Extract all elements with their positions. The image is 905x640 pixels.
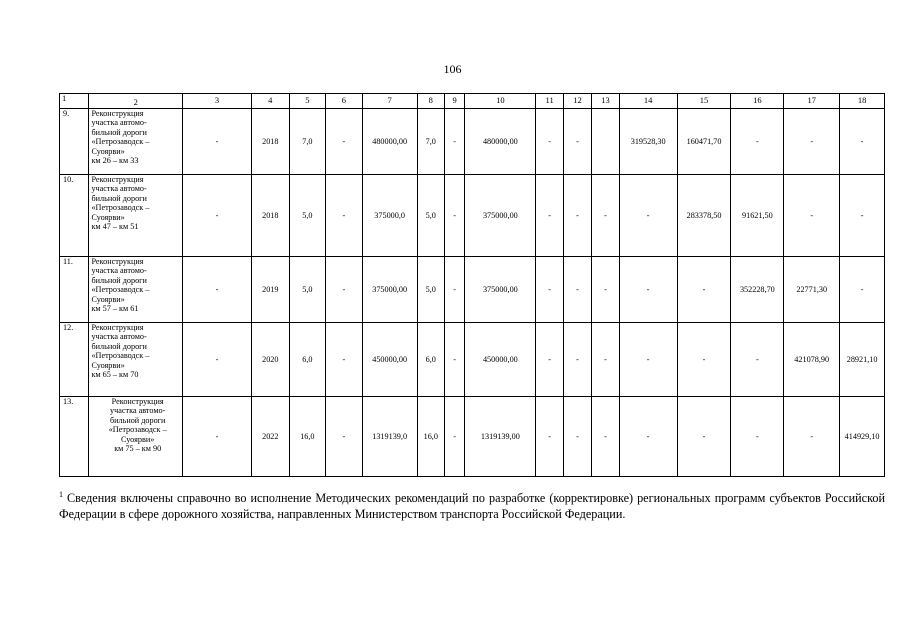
object-name-line: участка автомо-	[91, 184, 147, 194]
column-header-14: 14	[619, 94, 677, 109]
cell-col-3: -	[182, 323, 251, 397]
cell-col-17: 22771,30	[784, 257, 840, 323]
cell-col-9: -	[444, 323, 464, 397]
cell-col-11: -	[536, 397, 563, 477]
cell-col-5: 16,0	[289, 397, 326, 477]
object-name	[89, 109, 182, 175]
row-number: 12.	[60, 323, 89, 397]
cell-col-13: -	[592, 257, 619, 323]
header-row	[60, 94, 885, 109]
cell-col-10: 450000,00	[465, 323, 536, 397]
column-header-13: 13	[592, 94, 619, 109]
cell-col-18: -	[840, 175, 885, 257]
cell-col-15: -	[677, 323, 731, 397]
cell-col-11: -	[536, 257, 563, 323]
cell-col-7: 1319139,0	[362, 397, 417, 477]
cell-col-18: -	[840, 109, 885, 175]
cell-col-3: -	[182, 397, 251, 477]
object-name-line: Суоярви»	[121, 434, 155, 444]
cell-col-16: -	[731, 323, 784, 397]
object-name-line: Суоярви»	[91, 360, 125, 370]
cell-col-11: -	[536, 323, 563, 397]
table-row	[60, 397, 885, 477]
row-number: 9.	[60, 109, 89, 175]
cell-col-14: -	[619, 397, 677, 477]
cell-col-11: -	[536, 175, 563, 257]
cell-col-12: -	[563, 257, 591, 323]
cell-col-14: -	[619, 323, 677, 397]
cell-col-4: 2022	[252, 397, 290, 477]
cell-col-7: 375000,00	[362, 257, 417, 323]
column-header-5: 5	[289, 94, 326, 109]
cell-col-14: 319528,30	[619, 109, 677, 175]
object-name-line: км 26 – км 33	[91, 156, 139, 166]
footnote	[59, 490, 885, 523]
row-number: 13.	[60, 397, 89, 477]
object-name-line: «Петрозаводск –	[108, 425, 167, 435]
column-header-18: 18	[840, 94, 885, 109]
footnote-mark: 1	[59, 489, 63, 499]
table-body	[60, 109, 885, 477]
cell-col-8: 16,0	[417, 397, 444, 477]
cell-col-8: 5,0	[417, 175, 444, 257]
object-name-line: км 65 – км 70	[91, 370, 139, 380]
column-header-10: 10	[465, 94, 536, 109]
cell-col-5: 6,0	[289, 323, 326, 397]
cell-col-18: 28921,10	[840, 323, 885, 397]
cell-col-13: -	[592, 323, 619, 397]
cell-col-18: -	[840, 257, 885, 323]
cell-col-13: -	[592, 397, 619, 477]
cell-col-13: -	[592, 175, 619, 257]
object-name-line: км 75 – км 90	[114, 444, 162, 454]
data-table	[59, 93, 885, 477]
cell-col-3: -	[182, 175, 251, 257]
cell-col-7: 450000,00	[362, 323, 417, 397]
cell-col-6: -	[326, 175, 363, 257]
cell-col-3: -	[182, 257, 251, 323]
object-name-line: «Петрозаводск –	[91, 351, 150, 361]
cell-col-13	[592, 109, 619, 175]
cell-col-7: 480000,00	[362, 109, 417, 175]
cell-col-6: -	[326, 323, 363, 397]
cell-col-17: -	[784, 397, 840, 477]
object-name-line: бильной дороги	[91, 193, 147, 203]
cell-col-4: 2018	[252, 109, 290, 175]
object-name-line: Суоярви»	[91, 212, 125, 222]
object-name-line: Суоярви»	[91, 146, 125, 156]
object-name-line: бильной дороги	[109, 415, 166, 425]
row-number: 11.	[60, 257, 89, 323]
cell-col-4: 2020	[252, 323, 290, 397]
cell-col-9: -	[444, 175, 464, 257]
cell-col-10: 480000,00	[465, 109, 536, 175]
table-row	[60, 109, 885, 175]
cell-col-12: -	[563, 397, 591, 477]
cell-col-11: -	[536, 109, 563, 175]
cell-col-17: -	[784, 175, 840, 257]
cell-col-16: 352228,70	[731, 257, 784, 323]
object-name	[89, 175, 182, 257]
cell-col-12: -	[563, 109, 591, 175]
table-row	[60, 175, 885, 257]
object-name-line: Реконструкция	[91, 109, 144, 118]
cell-col-14: -	[619, 175, 677, 257]
column-header-9: 9	[444, 94, 464, 109]
cell-col-5: 7,0	[289, 109, 326, 175]
column-header-8: 8	[417, 94, 444, 109]
column-header-7: 7	[362, 94, 417, 109]
cell-col-12: -	[563, 175, 591, 257]
cell-col-15: 283378,50	[677, 175, 731, 257]
object-name-line: бильной дороги	[91, 127, 147, 137]
table-row	[60, 257, 885, 323]
cell-col-16: -	[731, 397, 784, 477]
column-header-2: 2	[89, 94, 182, 109]
cell-col-16: -	[731, 109, 784, 175]
cell-col-9: -	[444, 257, 464, 323]
cell-col-5: 5,0	[289, 257, 326, 323]
cell-col-10: 375000,00	[465, 257, 536, 323]
cell-col-6: -	[326, 257, 363, 323]
object-name-line: участка автомо-	[91, 266, 147, 276]
cell-col-16: 91621,50	[731, 175, 784, 257]
column-header-12: 12	[563, 94, 591, 109]
column-header-17: 17	[784, 94, 840, 109]
cell-col-6: -	[326, 109, 363, 175]
object-name-line: участка автомо-	[91, 332, 147, 342]
cell-col-4: 2018	[252, 175, 290, 257]
page-number: 106	[443, 62, 462, 76]
object-name-line: бильной дороги	[91, 275, 147, 285]
column-header-15: 15	[677, 94, 731, 109]
footnote-text: Сведения включены справочно во исполнение Методических рекомендаций по разработке (корректировке) региональных программ субъектов Российской Федерации в сфере дорожного хозяйства, направленных Министерством транспорта Российской Федерации.	[59, 491, 885, 522]
object-name-line: км 57 – км 61	[91, 304, 139, 314]
column-header-1: 1	[60, 94, 89, 109]
cell-col-17: -	[784, 109, 840, 175]
cell-col-9: -	[444, 109, 464, 175]
object-name-line: Реконструкция	[91, 257, 144, 266]
cell-col-14: -	[619, 257, 677, 323]
object-name-line: Суоярви»	[91, 294, 125, 304]
table-row	[60, 323, 885, 397]
cell-col-15: -	[677, 397, 731, 477]
object-name-line: бильной дороги	[91, 341, 147, 351]
cell-col-15: -	[677, 257, 731, 323]
object-name-line: участка автомо-	[91, 118, 147, 128]
object-name-line: «Петрозаводск –	[91, 285, 150, 295]
cell-col-8: 5,0	[417, 257, 444, 323]
cell-col-10: 375000,00	[465, 175, 536, 257]
column-header-11: 11	[536, 94, 563, 109]
column-header-6: 6	[326, 94, 363, 109]
column-header-16: 16	[731, 94, 784, 109]
cell-col-7: 375000,0	[362, 175, 417, 257]
cell-col-3: -	[182, 109, 251, 175]
cell-col-10: 1319139,00	[465, 397, 536, 477]
object-name-line: Реконструкция	[91, 323, 144, 332]
object-name	[89, 257, 182, 323]
object-name-line: Реконструкция	[111, 397, 164, 406]
cell-col-17: 421078,90	[784, 323, 840, 397]
column-header-4: 4	[252, 94, 290, 109]
cell-col-5: 5,0	[289, 175, 326, 257]
cell-col-8: 7,0	[417, 109, 444, 175]
cell-col-15: 160471,70	[677, 109, 731, 175]
object-name-line: км 47 – км 51	[91, 222, 139, 232]
cell-col-8: 6,0	[417, 323, 444, 397]
object-name-line: «Петрозаводск –	[91, 203, 150, 213]
object-name-line: Реконструкция	[91, 175, 144, 184]
cell-col-18: 414929,10	[840, 397, 885, 477]
row-number: 10.	[60, 175, 89, 257]
object-name-line: «Петрозаводск –	[91, 137, 150, 147]
cell-col-4: 2019	[252, 257, 290, 323]
column-header-3: 3	[182, 94, 251, 109]
cell-col-12: -	[563, 323, 591, 397]
object-name-line: участка автомо-	[110, 406, 166, 416]
object-name	[89, 323, 182, 397]
object-name	[89, 397, 182, 477]
cell-col-9: -	[444, 397, 464, 477]
cell-col-6: -	[326, 397, 363, 477]
